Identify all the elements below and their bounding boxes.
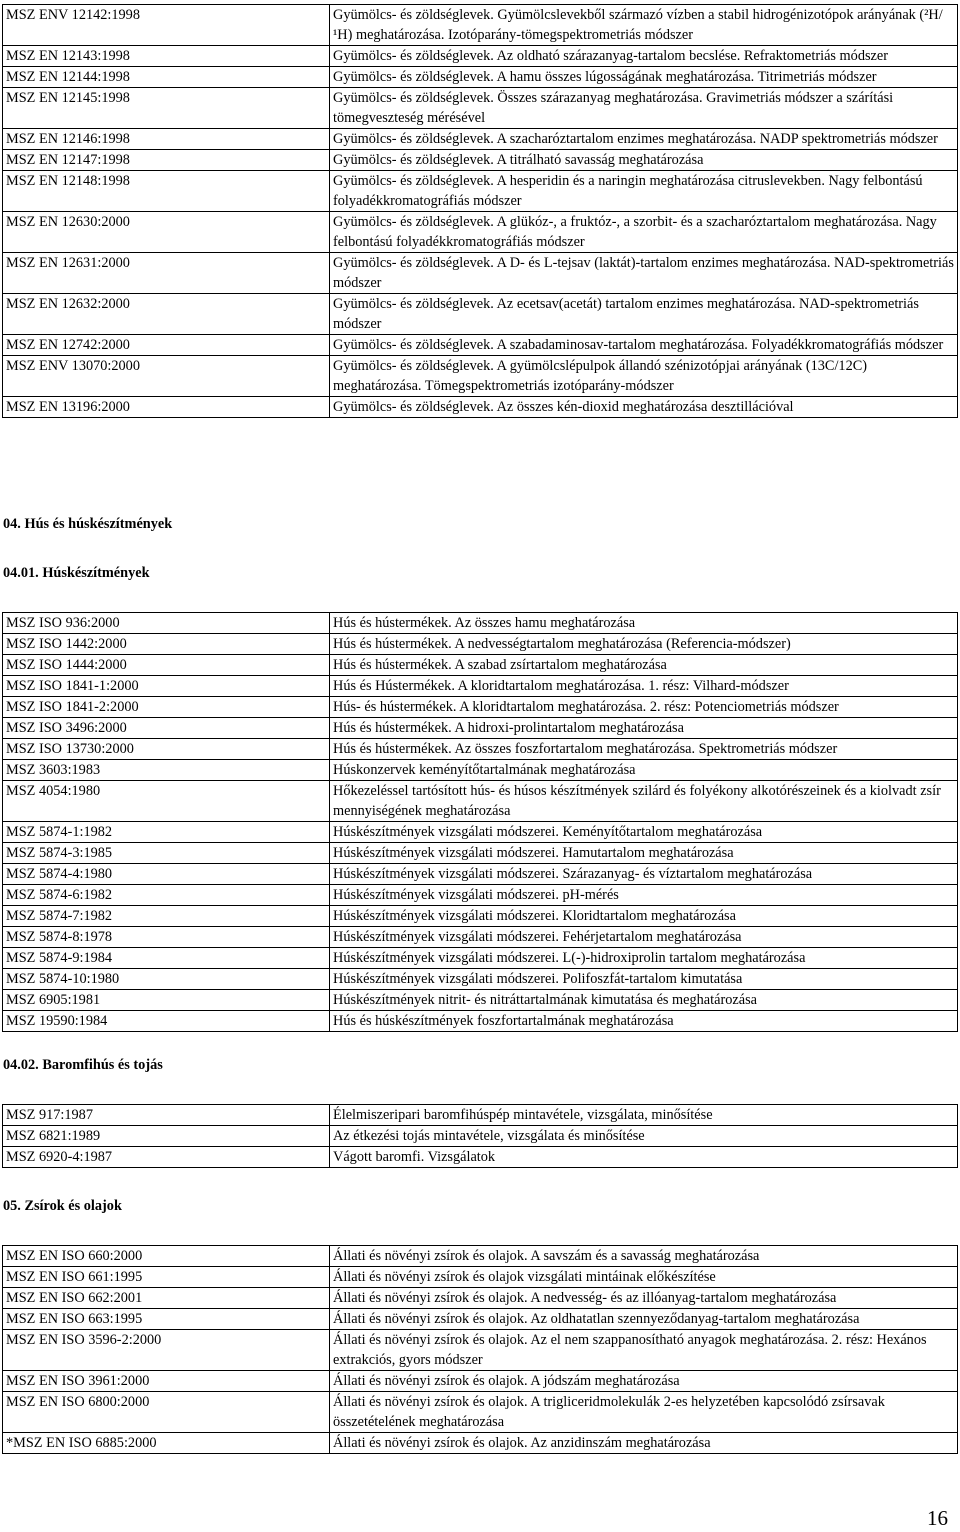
standard-code: MSZ 5874-7:1982 — [3, 906, 330, 927]
table-row — [3, 906, 958, 927]
table-row — [3, 760, 958, 781]
standard-description: Állati és növényi zsírok és olajok. A savszám és a savasság meghatározása — [330, 1246, 958, 1267]
table-row — [3, 356, 958, 397]
standard-description: Húskonzervek keményítőtartalmának meghatározása — [330, 760, 958, 781]
standard-description: Húskészítmények vizsgálati módszerei. Keményítőtartalom meghatározása — [330, 822, 958, 843]
standard-code: MSZ ISO 1841-1:2000 — [3, 676, 330, 697]
table-row — [3, 335, 958, 356]
table-row — [3, 253, 958, 294]
table-row — [3, 1371, 958, 1392]
table-row — [3, 739, 958, 760]
standard-code: MSZ ISO 1442:2000 — [3, 634, 330, 655]
table-row — [3, 927, 958, 948]
table-row — [3, 1105, 958, 1126]
poultry-egg-standards-table — [2, 1104, 958, 1168]
standard-code: MSZ ISO 13730:2000 — [3, 739, 330, 760]
standard-code: MSZ 5874-4:1980 — [3, 864, 330, 885]
standard-description: Húskészítmények vizsgálati módszerei. Kloridtartalom meghatározása — [330, 906, 958, 927]
section-heading-fats: 05. Zsírok és olajok — [3, 1198, 122, 1214]
standard-description: Hús és hústermékek. A szabad zsírtartalom meghatározása — [330, 655, 958, 676]
table-row — [3, 843, 958, 864]
standard-description: Hús és hústermékek. A hidroxi-prolintartalom meghatározása — [330, 718, 958, 739]
standard-code: MSZ ENV 12142:1998 — [3, 5, 330, 46]
standard-description: Állati és növényi zsírok és olajok. Az oldhatatlan szennyeződanyag-tartalom meghatározása — [330, 1309, 958, 1330]
table-row — [3, 1433, 958, 1454]
standard-description: Állati és növényi zsírok és olajok. Az el nem szappanosítható anyagok meghatározása. 2. rész: Hexános extrakciós, gyors módszer — [330, 1330, 958, 1371]
standard-description: Állati és növényi zsírok és olajok. Az anzidinszám meghatározása — [330, 1433, 958, 1454]
standard-description: Állati és növényi zsírok és olajok vizsgálati mintáinak előkészítése — [330, 1267, 958, 1288]
standard-code: MSZ ISO 1444:2000 — [3, 655, 330, 676]
standard-code: MSZ EN 12148:1998 — [3, 171, 330, 212]
standard-code: MSZ EN 12145:1998 — [3, 88, 330, 129]
standard-description: Húskészítmények vizsgálati módszerei. L(-)-hidroxiprolin tartalom meghatározása — [330, 948, 958, 969]
standard-description: Vágott baromfi. Vizsgálatok — [330, 1147, 958, 1168]
standard-code: MSZ EN 12631:2000 — [3, 253, 330, 294]
standard-code: MSZ EN ISO 662:2001 — [3, 1288, 330, 1309]
table-row — [3, 212, 958, 253]
standard-code: MSZ EN 12147:1998 — [3, 150, 330, 171]
standard-code: MSZ EN 12632:2000 — [3, 294, 330, 335]
standard-description: Gyümölcs- és zöldséglevek. A D- és L-tejsav (laktát)-tartalom enzimes meghatározása. NAD-spektrometriás módszer — [330, 253, 958, 294]
standard-description: Húskészítmények vizsgálati módszerei. Hamutartalom meghatározása — [330, 843, 958, 864]
standard-code: MSZ 5874-6:1982 — [3, 885, 330, 906]
table-row — [3, 171, 958, 212]
standard-code: MSZ 4054:1980 — [3, 781, 330, 822]
table-row — [3, 1267, 958, 1288]
standard-code: MSZ 3603:1983 — [3, 760, 330, 781]
table-row — [3, 294, 958, 335]
standard-description: Gyümölcs- és zöldséglevek. A hesperidin és a naringin meghatározása citruslevekben. Nagy felbontású folyadékkromatográfiás módszer — [330, 171, 958, 212]
standard-description: Hús és Hústermékek. A kloridtartalom meghatározása. 1. rész: Vilhard-módszer — [330, 676, 958, 697]
fats-oils-standards-table — [2, 1245, 958, 1454]
fruit-juice-standards-table — [2, 4, 958, 418]
standard-description: Hús és hústermékek. Az összes hamu meghatározása — [330, 613, 958, 634]
table-row — [3, 1246, 958, 1267]
table-row — [3, 634, 958, 655]
table-row — [3, 885, 958, 906]
standard-code: MSZ 6920-4:1987 — [3, 1147, 330, 1168]
standard-description: Az étkezési tojás mintavétele, vizsgálata és minősítése — [330, 1126, 958, 1147]
standard-description: Húskészítmények vizsgálati módszerei. Szárazanyag- és víztartalom meghatározása — [330, 864, 958, 885]
standard-description: Húskészítmények vizsgálati módszerei. pH-mérés — [330, 885, 958, 906]
table-row — [3, 990, 958, 1011]
table-row — [3, 129, 958, 150]
standard-code: MSZ EN 12143:1998 — [3, 46, 330, 67]
standard-description: Hús és hústermékek. A nedvességtartalom meghatározása (Referencia-módszer) — [330, 634, 958, 655]
standard-description: Gyümölcs- és zöldséglevek. A hamu összes lúgosságának meghatározása. Titrimetriás módszer — [330, 67, 958, 88]
standard-description: Gyümölcs- és zöldséglevek. Az ecetsav(acetát) tartalom enzimes meghatározása. NAD-spektrometriás módszer — [330, 294, 958, 335]
standard-code: MSZ ISO 936:2000 — [3, 613, 330, 634]
standard-description: Gyümölcs- és zöldséglevek. Az oldható szárazanyag-tartalom becslése. Refraktometriás módszer — [330, 46, 958, 67]
standard-description: Gyümölcs- és zöldséglevek. Összes szárazanyag meghatározása. Gravimetriás módszer a szárítási tömegveszteség mérésével — [330, 88, 958, 129]
page-number: 16 — [927, 1506, 948, 1530]
standard-code: MSZ ENV 13070:2000 — [3, 356, 330, 397]
standard-description: Gyümölcs- és zöldséglevek. A titrálható savasság meghatározása — [330, 150, 958, 171]
standard-code: MSZ EN ISO 660:2000 — [3, 1246, 330, 1267]
standard-description: Gyümölcs- és zöldséglevek. Az összes kén-dioxid meghatározása desztillációval — [330, 397, 958, 418]
table-row — [3, 397, 958, 418]
table-row — [3, 948, 958, 969]
standard-description: Hőkezeléssel tartósított hús- és húsos készítmények szilárd és folyékony alkotórészeinek és a kiolvadt zsír mennyiségének meghatározása — [330, 781, 958, 822]
section-heading-poultry: 04.02. Baromfihús és tojás — [3, 1057, 163, 1073]
table-row — [3, 1126, 958, 1147]
standard-code: MSZ 917:1987 — [3, 1105, 330, 1126]
standard-description: Állati és növényi zsírok és olajok. A trigliceridmolekulák 2-es helyzetében kapcsolódó zsírsavak összetételének meghatározása — [330, 1392, 958, 1433]
standard-code: MSZ 5874-8:1978 — [3, 927, 330, 948]
meat-products-standards-table — [2, 612, 958, 1032]
standard-code: MSZ EN ISO 6800:2000 — [3, 1392, 330, 1433]
standard-description: Élelmiszeripari baromfihúspép mintavétele, vizsgálata, minősítése — [330, 1105, 958, 1126]
standard-code: MSZ 5874-1:1982 — [3, 822, 330, 843]
standard-description: Húskészítmények vizsgálati módszerei. Fehérjetartalom meghatározása — [330, 927, 958, 948]
table-row — [3, 969, 958, 990]
table-row — [3, 1011, 958, 1032]
table-row — [3, 150, 958, 171]
standard-description: Állati és növényi zsírok és olajok. A nedvesség- és az illóanyag-tartalom meghatározása — [330, 1288, 958, 1309]
standard-code: MSZ EN 12630:2000 — [3, 212, 330, 253]
table-row — [3, 822, 958, 843]
standard-code: MSZ ISO 3496:2000 — [3, 718, 330, 739]
table-row — [3, 1309, 958, 1330]
standard-description: Gyümölcs- és zöldséglevek. A szacharóztartalom enzimes meghatározása. NADP spektrometriás módszer — [330, 129, 958, 150]
table-row — [3, 655, 958, 676]
table-row — [3, 88, 958, 129]
table-row — [3, 1392, 958, 1433]
standard-code: MSZ EN 13196:2000 — [3, 397, 330, 418]
standard-description: Gyümölcs- és zöldséglevek. A glükóz-, a fruktóz-, a szorbit- és a szacharóztartalom meghatározása. Nagy felbontású folyadékkromatográfiás módszer — [330, 212, 958, 253]
standard-description: Hús és hústermékek. Az összes foszfortartalom meghatározása. Spektrometriás módszer — [330, 739, 958, 760]
standard-code: MSZ EN 12742:2000 — [3, 335, 330, 356]
standard-code: MSZ 5874-10:1980 — [3, 969, 330, 990]
section-heading-meat: 04. Hús és húskészítmények — [3, 516, 173, 532]
standard-description: Gyümölcs- és zöldséglevek. Gyümölcslevekből származó vízben a stabil hidrogénizotópok arányának (²H/¹H) meghatározása. Izotóparány-tömegspektrometriás módszer — [330, 5, 958, 46]
table-row — [3, 1330, 958, 1371]
table-row — [3, 67, 958, 88]
standard-code: MSZ EN ISO 661:1995 — [3, 1267, 330, 1288]
standard-description: Gyümölcs- és zöldséglevek. A gyümölcslépulpok állandó szénizotópjai arányának (13C/12C) meghatározása. Tömegspektrometriás izotóparány-módszer — [330, 356, 958, 397]
table-row — [3, 781, 958, 822]
standard-description: Hús- és hústermékek. A kloridtartalom meghatározása. 2. rész: Potenciometriás módszer — [330, 697, 958, 718]
standard-code: MSZ EN ISO 3961:2000 — [3, 1371, 330, 1392]
standard-code: MSZ EN ISO 663:1995 — [3, 1309, 330, 1330]
table-row — [3, 5, 958, 46]
section-heading-meat-products: 04.01. Húskészítmények — [3, 565, 150, 581]
table-row — [3, 1288, 958, 1309]
standard-code: MSZ 6821:1989 — [3, 1126, 330, 1147]
standard-code: MSZ ISO 1841-2:2000 — [3, 697, 330, 718]
table-row — [3, 676, 958, 697]
standard-code: MSZ 6905:1981 — [3, 990, 330, 1011]
table-row — [3, 864, 958, 885]
standard-description: Húskészítmények nitrit- és nitráttartalmának kimutatása és meghatározása — [330, 990, 958, 1011]
standard-code: MSZ EN 12144:1998 — [3, 67, 330, 88]
table-row — [3, 46, 958, 67]
standard-code: MSZ EN 12146:1998 — [3, 129, 330, 150]
table-row — [3, 697, 958, 718]
table-row — [3, 1147, 958, 1168]
table-row — [3, 718, 958, 739]
standard-description: Húskészítmények vizsgálati módszerei. Polifoszfát-tartalom kimutatása — [330, 969, 958, 990]
standard-description: Hús és húskészítmények foszfortartalmának meghatározása — [330, 1011, 958, 1032]
standard-description: Gyümölcs- és zöldséglevek. A szabadaminosav-tartalom meghatározása. Folyadékkromatográfiás módszer — [330, 335, 958, 356]
standard-code: MSZ EN ISO 3596-2:2000 — [3, 1330, 330, 1371]
standard-code: MSZ 5874-9:1984 — [3, 948, 330, 969]
standard-code: *MSZ EN ISO 6885:2000 — [3, 1433, 330, 1454]
standard-code: MSZ 5874-3:1985 — [3, 843, 330, 864]
standard-code: MSZ 19590:1984 — [3, 1011, 330, 1032]
standard-description: Állati és növényi zsírok és olajok. A jódszám meghatározása — [330, 1371, 958, 1392]
table-row — [3, 613, 958, 634]
